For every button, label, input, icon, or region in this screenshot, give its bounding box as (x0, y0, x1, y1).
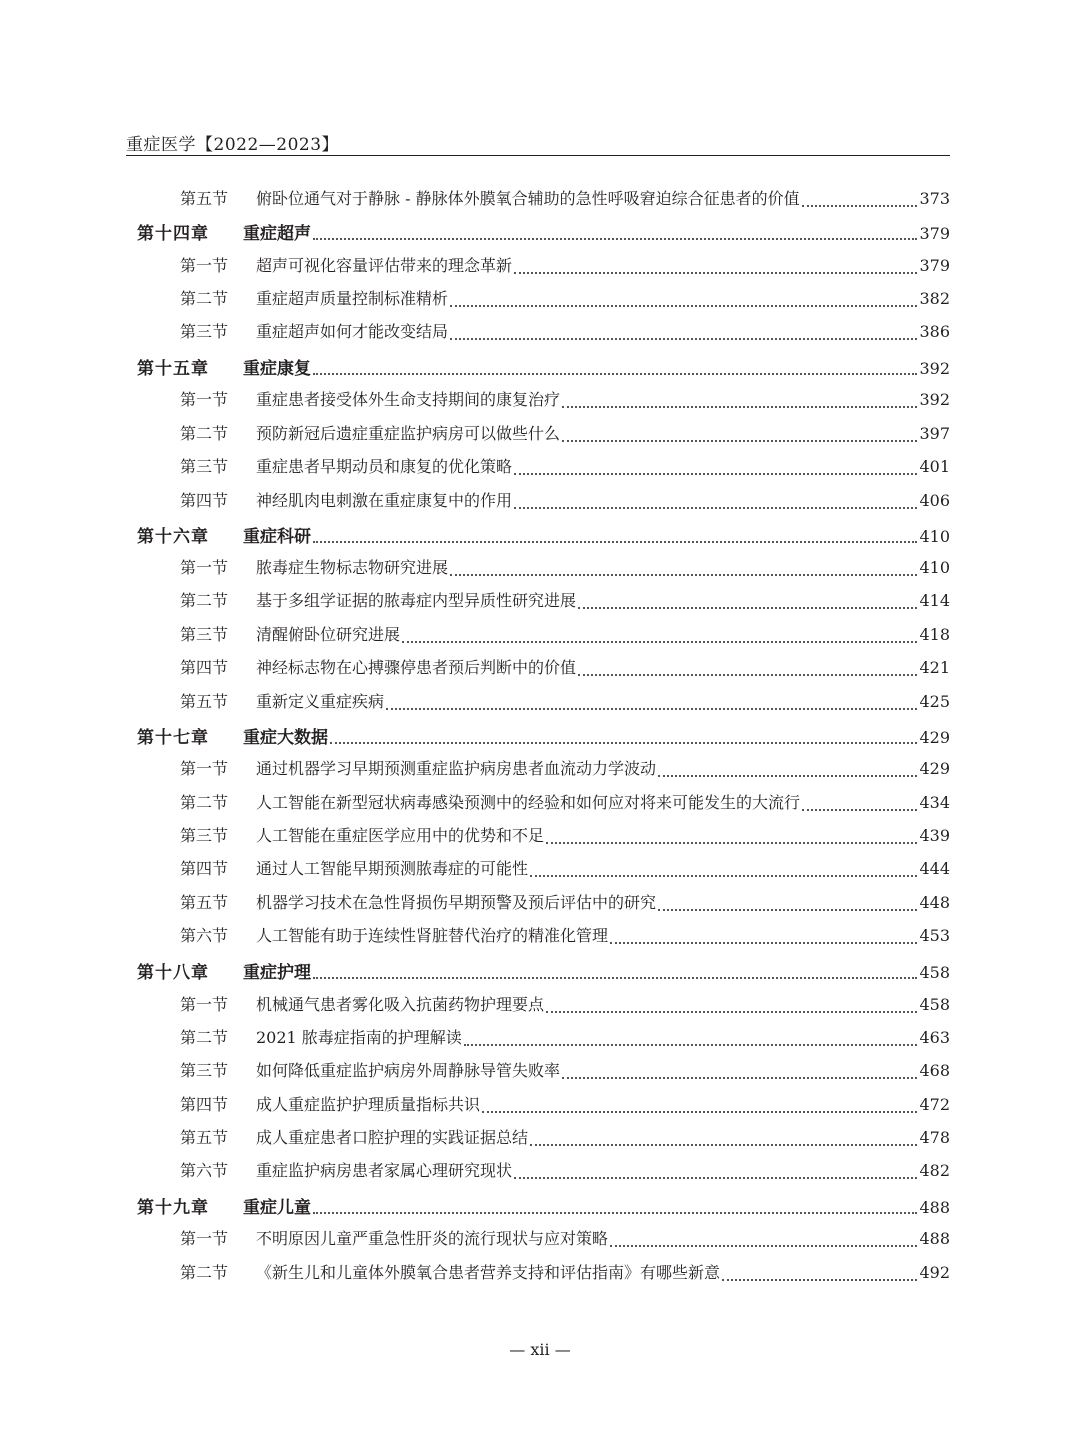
chapter-title: 重症科研 (243, 527, 311, 547)
dot-leader (546, 842, 917, 844)
page-number: 482 (919, 1161, 950, 1180)
toc-chapter-row (0, 958, 1080, 988)
chapter-title: 重症护理 (243, 963, 311, 983)
dot-leader (514, 1177, 917, 1179)
running-header: 重症医学【2022—2023】 (126, 135, 340, 155)
section-number: 第三节 (180, 457, 229, 476)
section-number: 第三节 (180, 625, 229, 644)
toc-section-row (0, 790, 1080, 820)
dot-leader (802, 205, 918, 207)
page-number: 414 (919, 591, 950, 610)
section-title: 重症超声如何才能改变结局 (256, 322, 449, 341)
dot-leader (313, 977, 917, 979)
page-number: 392 (919, 390, 950, 409)
section-number: 第六节 (180, 1161, 229, 1180)
page-number: 492 (919, 1263, 950, 1282)
page-number: 421 (919, 658, 950, 677)
page-number: 439 (919, 826, 950, 845)
toc-section-row (0, 1158, 1080, 1188)
section-number: 第二节 (180, 424, 229, 443)
page-number: 478 (919, 1128, 950, 1147)
page-number: 488 (919, 1198, 950, 1217)
section-number: 第五节 (180, 893, 229, 912)
dot-leader (514, 272, 917, 274)
section-title: 《新生儿和儿童体外膜氧合患者营养支持和评估指南》有哪些新意 (256, 1263, 721, 1282)
page-number: 458 (919, 995, 950, 1014)
toc-chapter-row (0, 354, 1080, 384)
toc-section-row (0, 421, 1080, 451)
page-number: 382 (919, 289, 950, 308)
dot-leader (802, 809, 917, 811)
section-number: 第一节 (180, 1229, 229, 1248)
section-number: 第一节 (180, 759, 229, 778)
toc-section-row (0, 1025, 1080, 1055)
page-number: 463 (919, 1028, 950, 1047)
dot-leader (530, 875, 917, 877)
dot-leader (482, 1111, 917, 1113)
chapter-title: 重症大数据 (243, 728, 328, 748)
dot-leader (313, 1212, 917, 1214)
section-title: 2021 脓毒症指南的护理解读 (256, 1028, 462, 1047)
toc-section-row (0, 756, 1080, 786)
dot-leader (562, 1077, 917, 1079)
page-number: 448 (919, 893, 950, 912)
toc-section-row (0, 588, 1080, 618)
chapter-number: 第十四章 (137, 224, 209, 244)
toc-section-row (0, 992, 1080, 1022)
dot-leader (450, 338, 917, 340)
dot-leader (514, 473, 917, 475)
section-number: 第一节 (180, 390, 229, 409)
chapter-number: 第十五章 (137, 359, 209, 379)
section-title: 通过机器学习早期预测重症监护病房患者血流动力学波动 (256, 759, 657, 778)
dot-leader (450, 574, 917, 576)
section-number: 第二节 (180, 591, 229, 610)
section-title: 清醒俯卧位研究进展 (256, 625, 401, 644)
dot-leader (386, 708, 917, 710)
toc-chapter-row (0, 723, 1080, 753)
section-title: 不明原因儿童严重急性肝炎的流行现状与应对策略 (256, 1229, 609, 1248)
toc-chapter-row (0, 219, 1080, 249)
toc-chapter-row (0, 1193, 1080, 1223)
page-number: 429 (919, 728, 950, 747)
section-number: 第四节 (180, 859, 229, 878)
dot-leader (402, 641, 917, 643)
section-number: 第一节 (180, 256, 229, 275)
chapter-title: 重症儿童 (243, 1198, 311, 1218)
dot-leader (464, 1044, 918, 1046)
section-title: 重症监护病房患者家属心理研究现状 (256, 1161, 513, 1180)
page-number: 472 (919, 1095, 950, 1114)
page-number: 434 (919, 793, 950, 812)
page-number: 386 (919, 322, 950, 341)
dot-leader (722, 1279, 917, 1281)
dot-leader (610, 1245, 917, 1247)
section-title: 机器学习技术在急性肾损伤早期预警及预后评估中的研究 (256, 893, 657, 912)
section-number: 第二节 (180, 1263, 229, 1282)
section-title: 成人重症监护护理质量指标共识 (256, 1095, 481, 1114)
page-number: 410 (919, 527, 950, 546)
dot-leader (562, 406, 917, 408)
page-number: 373 (919, 189, 950, 208)
chapter-number: 第十六章 (137, 527, 209, 547)
section-number: 第四节 (180, 1095, 229, 1114)
toc-section-row (0, 387, 1080, 417)
toc-section-row (0, 655, 1080, 685)
dot-leader (514, 507, 917, 509)
dot-leader (546, 1011, 917, 1013)
page-number: 406 (919, 491, 950, 510)
toc-section-row (0, 1058, 1080, 1088)
section-title: 人工智能在重症医学应用中的优势和不足 (256, 826, 545, 845)
toc-section-row (0, 319, 1080, 349)
toc-section-row (0, 823, 1080, 853)
section-title: 人工智能在新型冠状病毒感染预测中的经验和如何应对将来可能发生的大流行 (256, 793, 801, 812)
dot-leader (658, 775, 917, 777)
header-rule (126, 155, 950, 156)
section-title: 重新定义重症疾病 (256, 692, 385, 711)
toc-section-row (0, 555, 1080, 585)
page-number: 392 (919, 359, 950, 378)
toc-section-row (0, 488, 1080, 518)
page-number: 488 (919, 1229, 950, 1248)
section-title: 重症患者早期动员和康复的优化策略 (256, 457, 513, 476)
section-title: 俯卧位通气对于静脉 - 静脉体外膜氧合辅助的急性呼吸窘迫综合征患者的价值 (256, 189, 800, 208)
dot-leader (562, 440, 917, 442)
section-number: 第六节 (180, 926, 229, 945)
dot-leader (578, 607, 917, 609)
page-number-footer: — xii — (509, 1340, 571, 1359)
chapter-title: 重症超声 (243, 224, 311, 244)
toc-section-row (0, 689, 1080, 719)
chapter-title: 重症康复 (243, 359, 311, 379)
section-number: 第四节 (180, 491, 229, 510)
section-number: 第一节 (180, 558, 229, 577)
toc-section-row (0, 186, 1080, 216)
section-number: 第五节 (180, 1128, 229, 1147)
section-number: 第二节 (180, 793, 229, 812)
dot-leader (313, 541, 917, 543)
section-number: 第三节 (180, 1061, 229, 1080)
toc-section-row (0, 622, 1080, 652)
dot-leader (450, 305, 917, 307)
dot-leader (313, 238, 917, 240)
section-number: 第四节 (180, 658, 229, 677)
toc-section-row (0, 1092, 1080, 1122)
section-title: 神经肌肉电刺激在重症康复中的作用 (256, 491, 513, 510)
page-number: 418 (919, 625, 950, 644)
page-number: 453 (919, 926, 950, 945)
page-number: 401 (919, 457, 950, 476)
section-title: 成人重症患者口腔护理的实践证据总结 (256, 1128, 529, 1147)
section-title: 重症患者接受体外生命支持期间的康复治疗 (256, 390, 561, 409)
section-number: 第三节 (180, 322, 229, 341)
toc-section-row (0, 923, 1080, 953)
dot-leader (658, 909, 917, 911)
page-number: 425 (919, 692, 950, 711)
page-number: 468 (919, 1061, 950, 1080)
page-number: 429 (919, 759, 950, 778)
toc-section-row (0, 286, 1080, 316)
page-number: 379 (919, 256, 950, 275)
section-number: 第五节 (180, 692, 229, 711)
section-title: 神经标志物在心搏骤停患者预后判断中的价值 (256, 658, 577, 677)
toc-section-row (0, 253, 1080, 283)
chapter-number: 第十八章 (137, 963, 209, 983)
section-number: 第一节 (180, 995, 229, 1014)
section-title: 如何降低重症监护病房外周静脉导管失败率 (256, 1061, 561, 1080)
section-title: 脓毒症生物标志物研究进展 (256, 558, 449, 577)
dot-leader (530, 1144, 917, 1146)
section-number: 第二节 (180, 289, 229, 308)
page-number: 444 (919, 859, 950, 878)
section-number: 第五节 (180, 189, 229, 208)
section-title: 超声可视化容量评估带来的理念革新 (256, 256, 513, 275)
section-title: 通过人工智能早期预测脓毒症的可能性 (256, 859, 529, 878)
section-title: 预防新冠后遗症重症监护病房可以做些什么 (256, 424, 561, 443)
toc-section-row (0, 454, 1080, 484)
section-title: 重症超声质量控制标准精析 (256, 289, 449, 308)
toc-section-row (0, 856, 1080, 886)
section-number: 第三节 (180, 826, 229, 845)
section-title: 人工智能有助于连续性肾脏替代治疗的精准化管理 (256, 926, 609, 945)
page-number: 397 (919, 424, 950, 443)
chapter-number: 第十七章 (137, 728, 209, 748)
toc-section-row (0, 1226, 1080, 1256)
section-title: 机械通气患者雾化吸入抗菌药物护理要点 (256, 995, 545, 1014)
page-number: 410 (919, 558, 950, 577)
section-title: 基于多组学证据的脓毒症内型异质性研究进展 (256, 591, 577, 610)
page-number: 458 (919, 963, 950, 982)
dot-leader (330, 742, 917, 744)
page-number: 379 (919, 224, 950, 243)
dot-leader (578, 674, 917, 676)
chapter-number: 第十九章 (137, 1198, 209, 1218)
dot-leader (313, 373, 917, 375)
toc-section-row (0, 890, 1080, 920)
section-number: 第二节 (180, 1028, 229, 1047)
toc-section-row (0, 1125, 1080, 1155)
toc-chapter-row (0, 522, 1080, 552)
toc-section-row (0, 1260, 1080, 1290)
dot-leader (610, 942, 917, 944)
